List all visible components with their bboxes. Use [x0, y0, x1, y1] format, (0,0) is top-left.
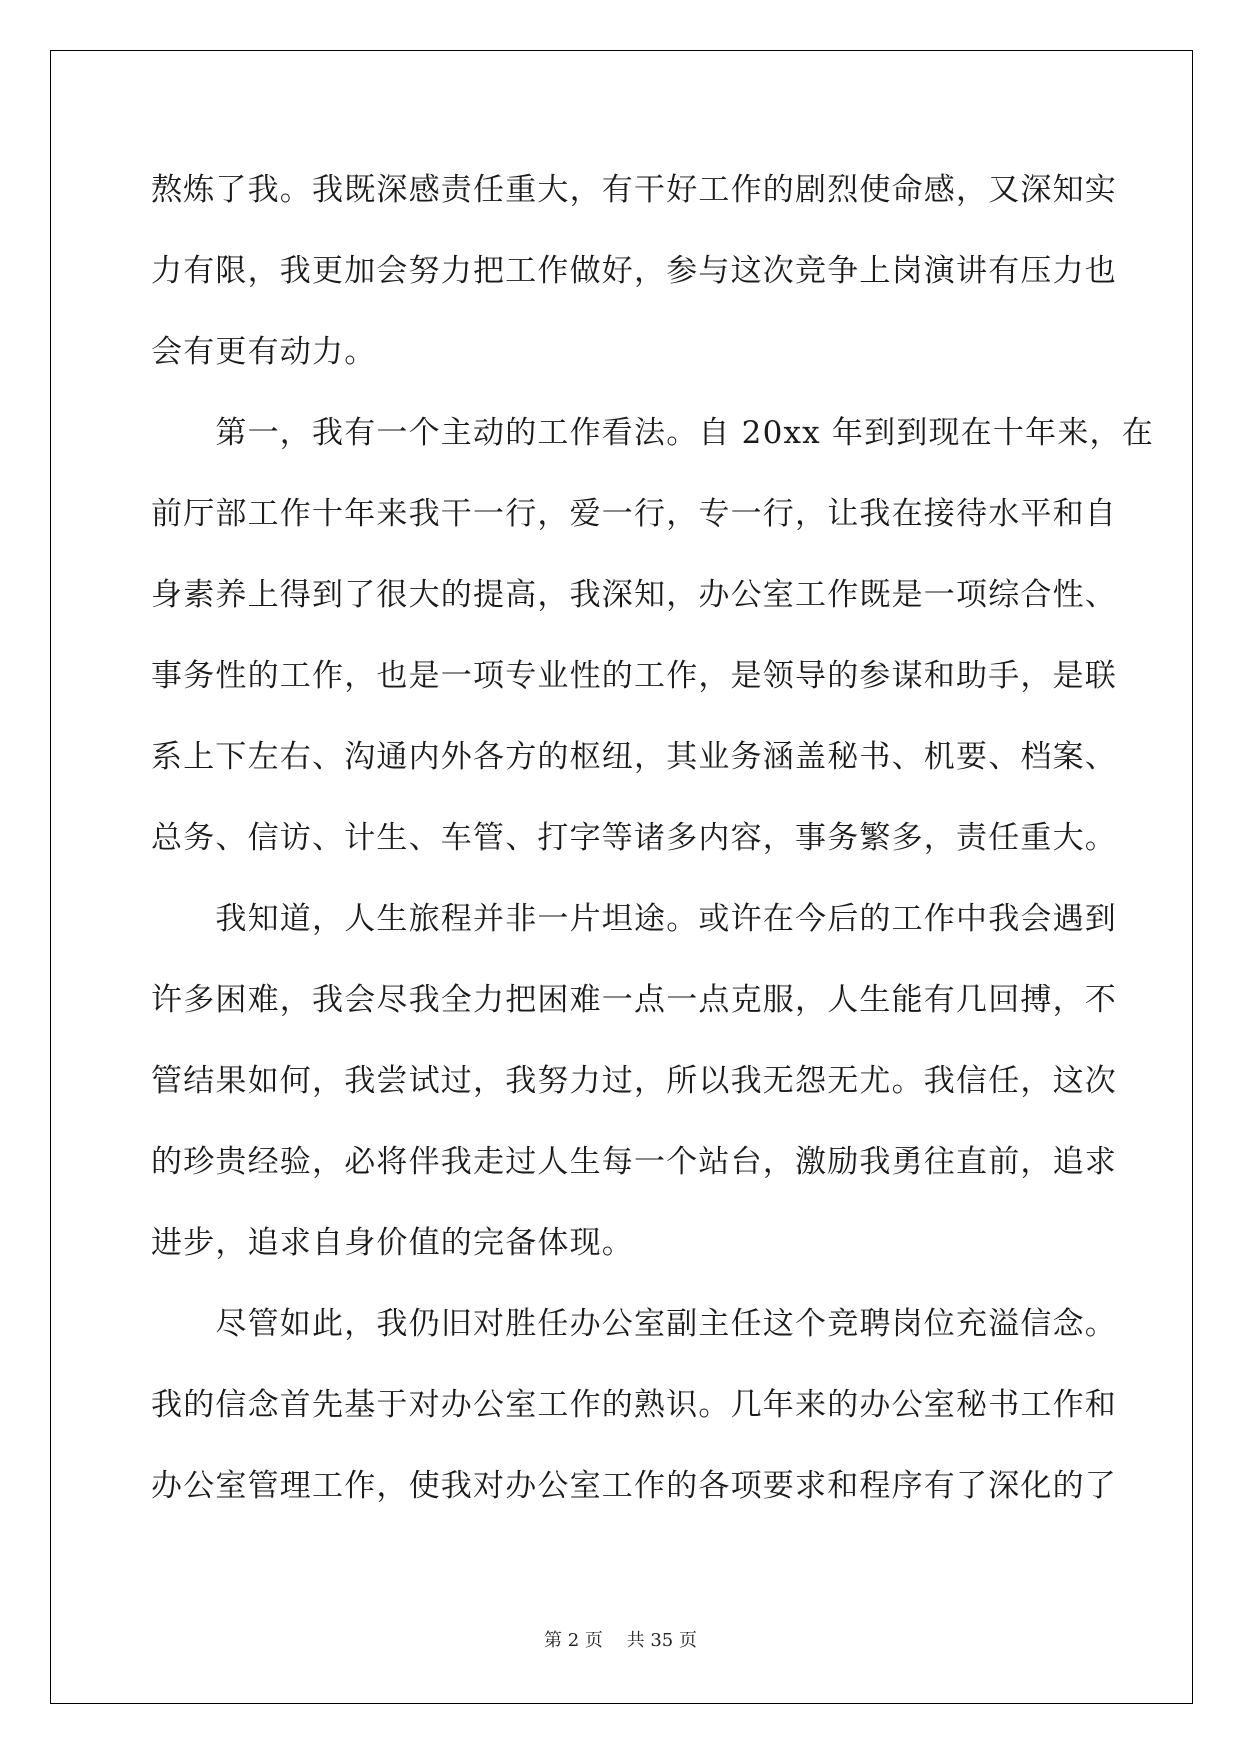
text-line: 系上下左右、沟通内外各方的枢纽，其业务涵盖秘书、机要、档案、 — [151, 739, 1117, 775]
text-line: 管结果如何，我尝试过，我努力过，所以我无怨无尤。我信任，这次 — [151, 1063, 1117, 1099]
text-line: 会有更有动力。 — [151, 334, 377, 370]
document-body — [151, 158, 1154, 1535]
text-line: 我知道，人生旅程并非一片坦途。或许在今后的工作中我会遇到 — [151, 901, 1117, 937]
text-line: 的珍贵经验，必将伴我走过人生每一个站台，激励我勇往直前，追求 — [151, 1144, 1117, 1180]
text-line: 办公室管理工作，使我对办公室工作的各项要求和程序有了深化的了 — [151, 1468, 1117, 1504]
text-line: 第一，我有一个主动的工作看法。自 20xx 年到到现在十年来，在 — [151, 415, 1154, 451]
text-line: 尽管如此，我仍旧对胜任办公室副主任这个竞聘岗位充溢信念。 — [151, 1306, 1117, 1342]
text-line: 前厅部工作十年来我干一行，爱一行，专一行，让我在接待水平和自 — [151, 496, 1117, 532]
text-line: 力有限，我更加会努力把工作做好，参与这次竞争上岗演讲有压力也 — [151, 253, 1117, 289]
text-line: 我的信念首先基于对办公室工作的熟识。几年来的办公室秘书工作和 — [151, 1387, 1117, 1423]
text-line: 身素养上得到了很大的提高，我深知，办公室工作既是一项综合性、 — [151, 577, 1117, 613]
text-line: 进步，追求自身价值的完备体现。 — [151, 1225, 634, 1261]
text-line: 事务性的工作，也是一项专业性的工作，是领导的参谋和助手，是联 — [151, 658, 1117, 694]
text-line: 总务、信访、计生、车管、打字等诸多内容，事务繁多，责任重大。 — [151, 820, 1117, 856]
page-number-label: 第 2 页 共 35 页 — [544, 1630, 697, 1651]
text-line: 熬炼了我。我既深感责任重大，有干好工作的剧烈使命感，又深知实 — [151, 172, 1117, 208]
text-line: 许多困难，我会尽我全力把困难一点一点克服，人生能有几回搏，不 — [151, 982, 1117, 1018]
page-footer — [0, 1626, 1241, 1652]
